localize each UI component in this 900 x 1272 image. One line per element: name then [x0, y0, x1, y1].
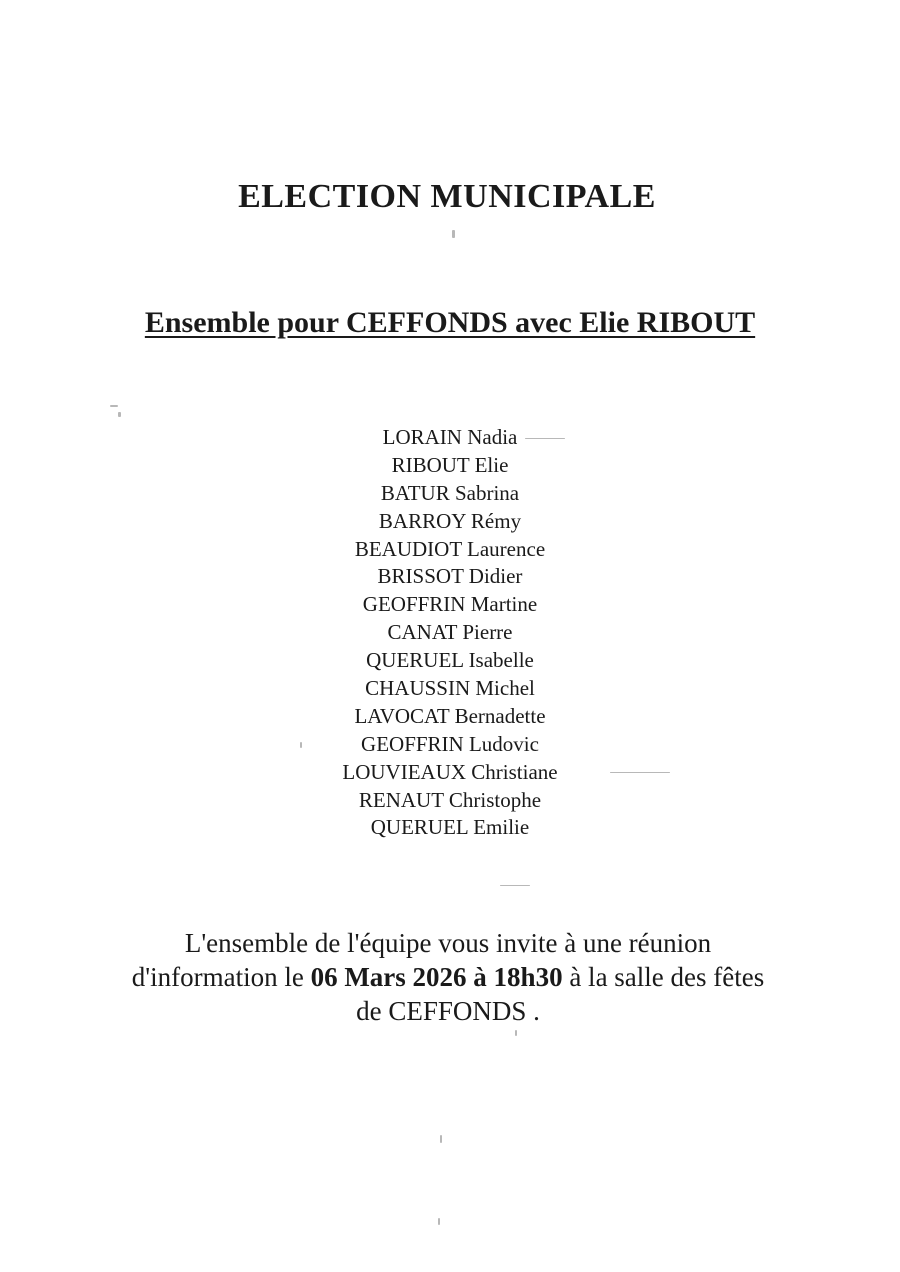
document-title: ELECTION MUNICIPALE: [238, 178, 656, 215]
scan-speck: [440, 1135, 442, 1143]
candidate-name: RENAUT Christophe: [358, 787, 542, 812]
scan-speck: [452, 230, 455, 238]
candidate-name: GEOFFRIN Martine: [362, 592, 538, 617]
invitation-text: [60, 926, 836, 1028]
candidate-name: CANAT Pierre: [387, 620, 513, 645]
candidate-name: LAVOCAT Bernadette: [354, 703, 546, 728]
candidate-name: BRISSOT Didier: [377, 564, 523, 589]
candidate-name: QUERUEL Emilie: [370, 815, 530, 840]
candidate-list: [0, 424, 900, 842]
invitation-line-1: L'ensemble de l'équipe vous invite à une réunion: [184, 928, 712, 958]
invitation-line-3: de CEFFONDS .: [356, 996, 540, 1026]
scan-speck: [610, 772, 670, 773]
candidate-name: GEOFFRIN Ludovic: [361, 731, 539, 756]
candidate-name: CHAUSSIN Michel: [365, 676, 535, 701]
candidate-name: LORAIN Nadia: [382, 425, 518, 449]
candidate-name: RIBOUT Elie: [391, 452, 509, 477]
candidate-name: QUERUEL Isabelle: [366, 648, 534, 673]
scan-speck: [300, 742, 302, 748]
candidate-name: BATUR Sabrina: [380, 480, 520, 505]
scan-speck: [525, 438, 565, 439]
candidate-name: LOUVIEAUX Christiane: [342, 759, 558, 784]
invitation-suffix: à la salle des fêtes: [562, 962, 765, 992]
scan-speck: [118, 412, 121, 417]
scan-speck: [438, 1218, 440, 1225]
scan-speck: [110, 405, 118, 407]
scan-speck: [500, 885, 530, 886]
list-name: Ensemble pour CEFFONDS avec Elie RIBOUT: [144, 306, 756, 339]
invitation-line-2: [60, 960, 836, 994]
scan-speck: [515, 1030, 517, 1036]
meeting-date-time: 06 Mars 2026 à 18h30: [310, 962, 563, 992]
candidate-name: BARROY Rémy: [378, 508, 522, 533]
candidate-name: BEAUDIOT Laurence: [354, 536, 546, 561]
invitation-prefix: d'information le: [131, 962, 311, 992]
